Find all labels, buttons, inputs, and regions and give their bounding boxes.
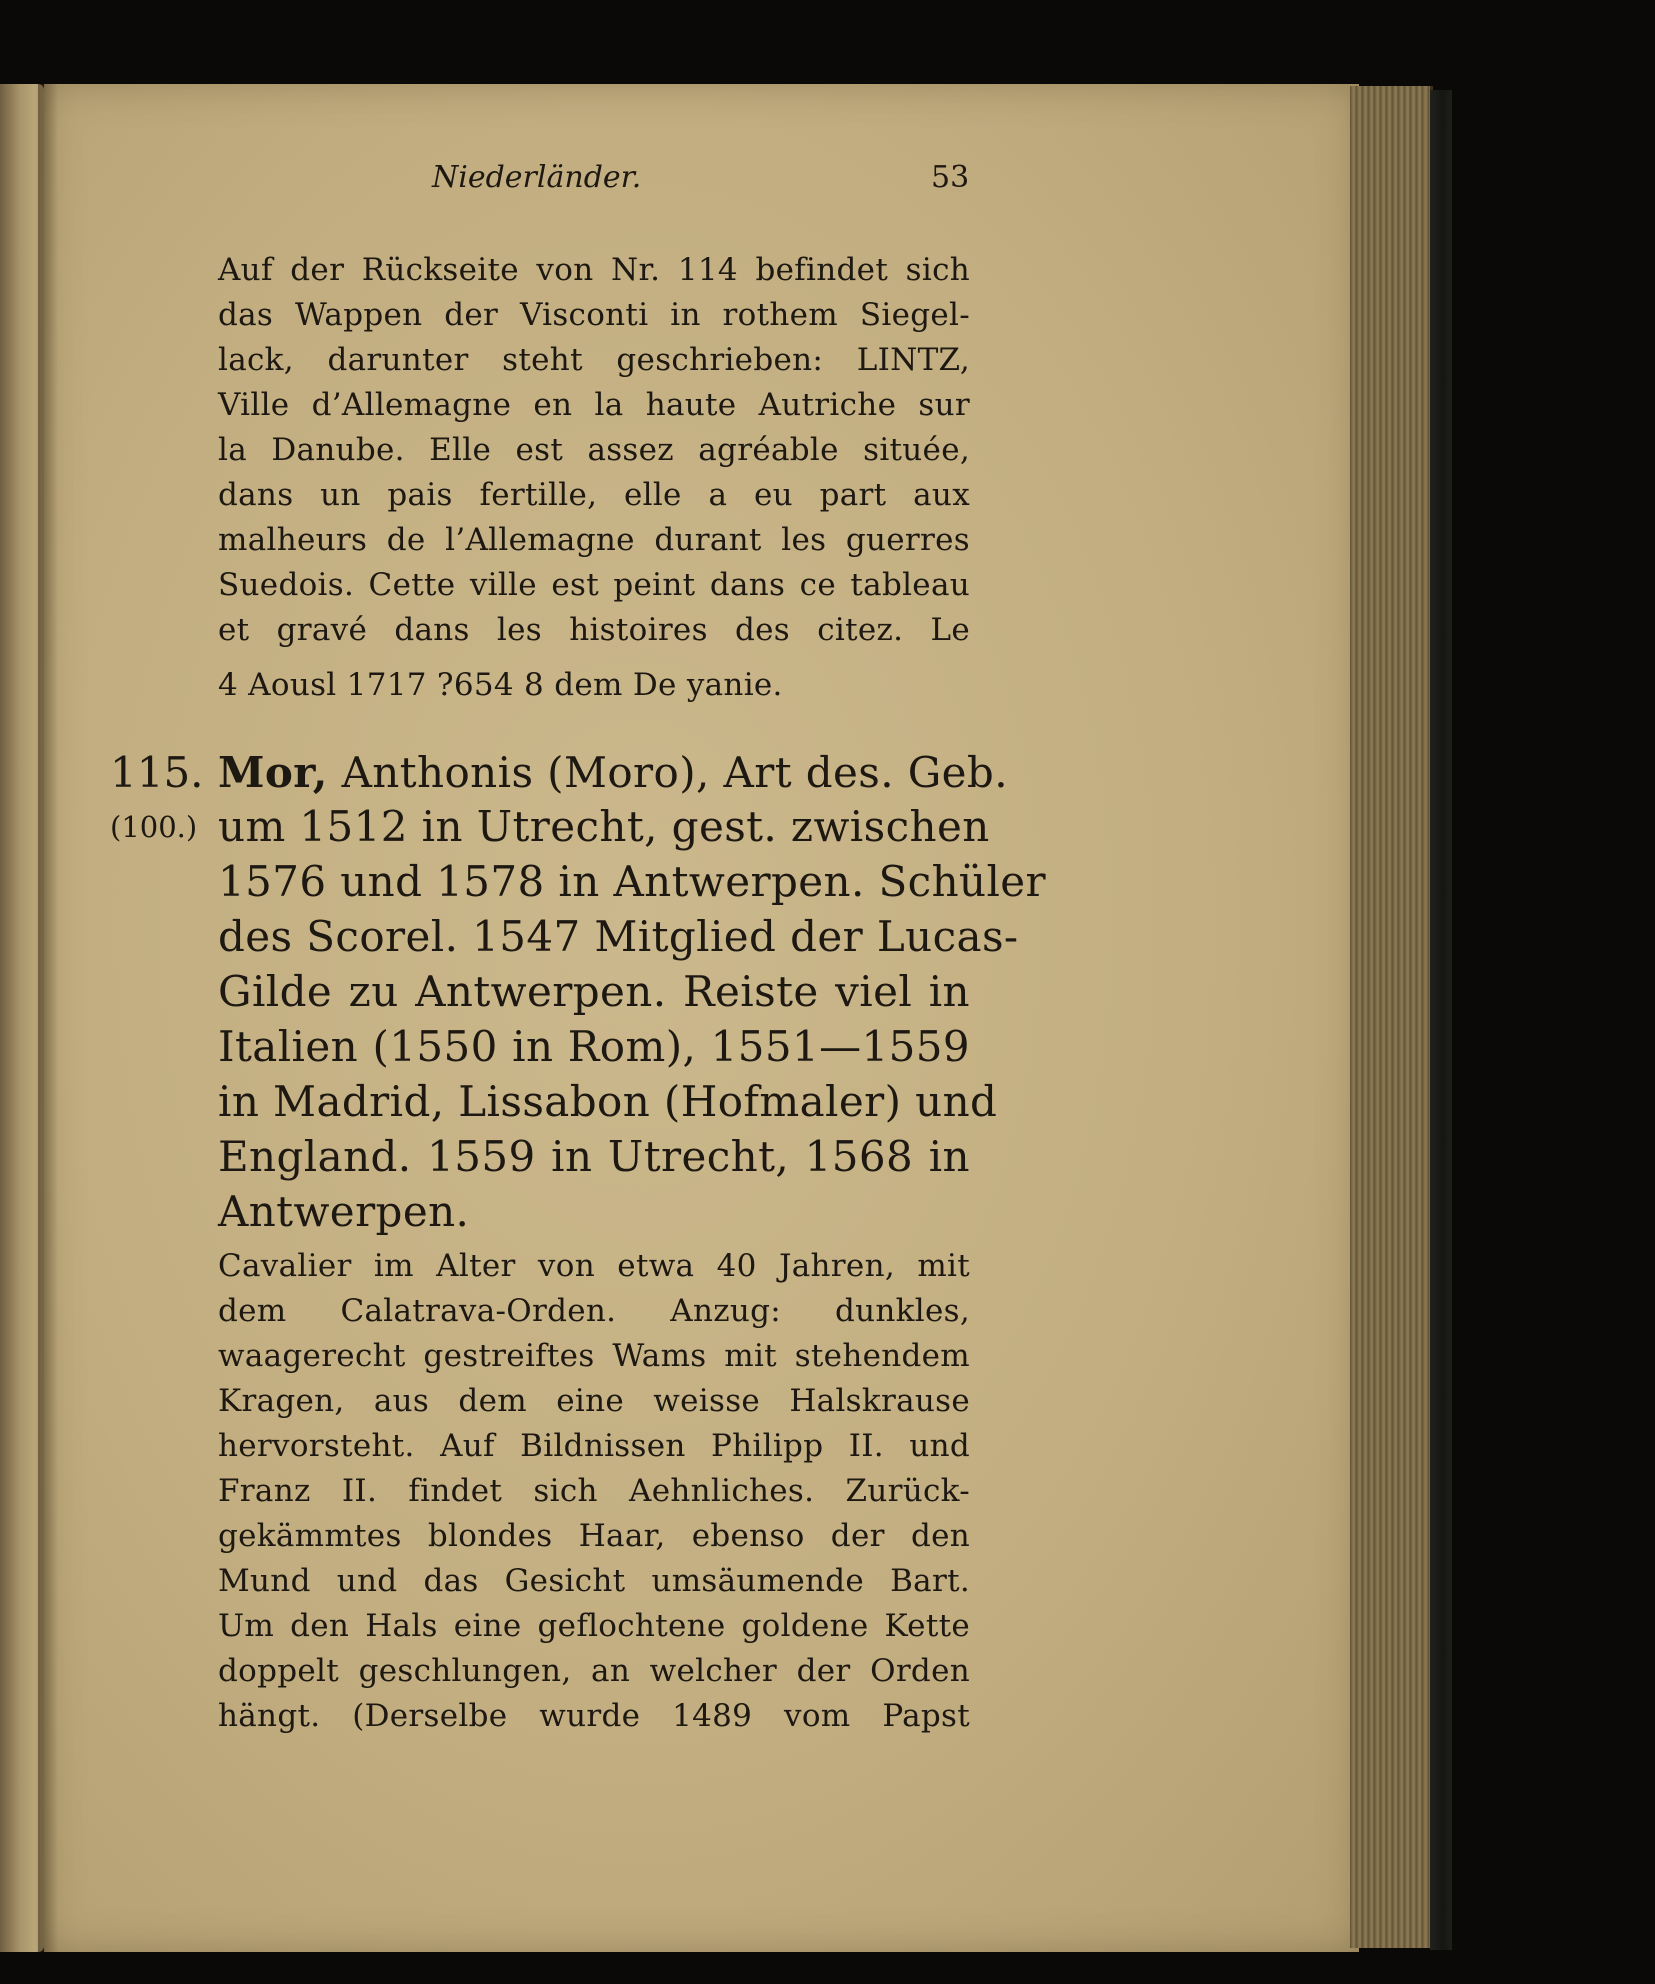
description-line: dem Calatrava-Orden. Anzug: dunkles,	[218, 1293, 970, 1329]
note-line: das Wappen der Visconti in rothem Siegel-	[218, 297, 970, 333]
description-line: hängt. (Derselbe wurde 1489 vom Papst	[218, 1698, 970, 1734]
artist-name: Mor,	[218, 748, 328, 797]
bio-line: um 1512 in Utrecht, gest. zwischen	[218, 802, 990, 851]
description-line: Kragen, aus dem eine weisse Halskrause	[218, 1383, 970, 1419]
bio-line: England. 1559 in Utrecht, 1568 in	[218, 1132, 970, 1181]
entry-bio-first-line	[218, 746, 1008, 800]
running-title: Niederländer.	[432, 160, 642, 195]
note-line: Auf der Rückseite von Nr. 114 befindet sich	[218, 252, 970, 288]
bio-line: Gilde zu Antwerpen. Reiste viel in	[218, 967, 970, 1016]
note-line: la Danube. Elle est assez agréable située,	[218, 432, 970, 468]
note-line: Suedois. Cette ville est peint dans ce tableau	[218, 567, 970, 603]
note-line: malheurs de l’Allemagne durant les guerres	[218, 522, 970, 558]
gutter-shadow	[38, 84, 58, 1952]
entry-old-number: (100.)	[110, 810, 198, 844]
description-line: doppelt geschlungen, an welcher der Orden	[218, 1653, 970, 1689]
note-line: et gravé dans les histoires des citez. Le	[218, 612, 970, 648]
page-block-edges	[1350, 86, 1433, 1948]
description-line: Cavalier im Alter von etwa 40 Jahren, mit	[218, 1248, 970, 1284]
description-line: Um den Hals eine geflochtene goldene Kette	[218, 1608, 970, 1644]
description-line: hervorsteht. Auf Bildnissen Philipp II. und	[218, 1428, 970, 1464]
note-line: 4 Aousl 1717 ?654 8 dem De yanie.	[218, 667, 783, 703]
bio-line: in Madrid, Lissabon (Hofmaler) und	[218, 1077, 998, 1126]
book-cover	[1430, 90, 1452, 1950]
bio-line: Antwerpen.	[218, 1187, 470, 1236]
description-line: waagerecht gestreiftes Wams mit stehendem	[218, 1338, 970, 1374]
bio-line: 1576 und 1578 in Antwerpen. Schüler	[218, 857, 1047, 906]
bio-line: des Scorel. 1547 Mitglied der Lucas-	[218, 912, 1019, 961]
entry-number: 115.	[110, 748, 204, 797]
bio-first-rest: Anthonis (Moro), Art des. Geb.	[341, 748, 1008, 797]
page-number: 53	[931, 160, 970, 195]
note-line: lack, darunter steht geschrieben: LINTZ,	[218, 342, 970, 378]
note-line: dans un pais fertille, elle a eu part aux	[218, 477, 970, 513]
bio-line: Italien (1550 in Rom), 1551—1559	[218, 1022, 970, 1071]
description-line: Mund und das Gesicht umsäumende Bart.	[218, 1563, 970, 1599]
description-line: gekämmtes blondes Haar, ebenso der den	[218, 1518, 970, 1554]
description-line: Franz II. findet sich Aehnliches. Zurück-	[218, 1473, 970, 1509]
note-line: Ville d’Allemagne en la haute Autriche sur	[218, 387, 970, 423]
